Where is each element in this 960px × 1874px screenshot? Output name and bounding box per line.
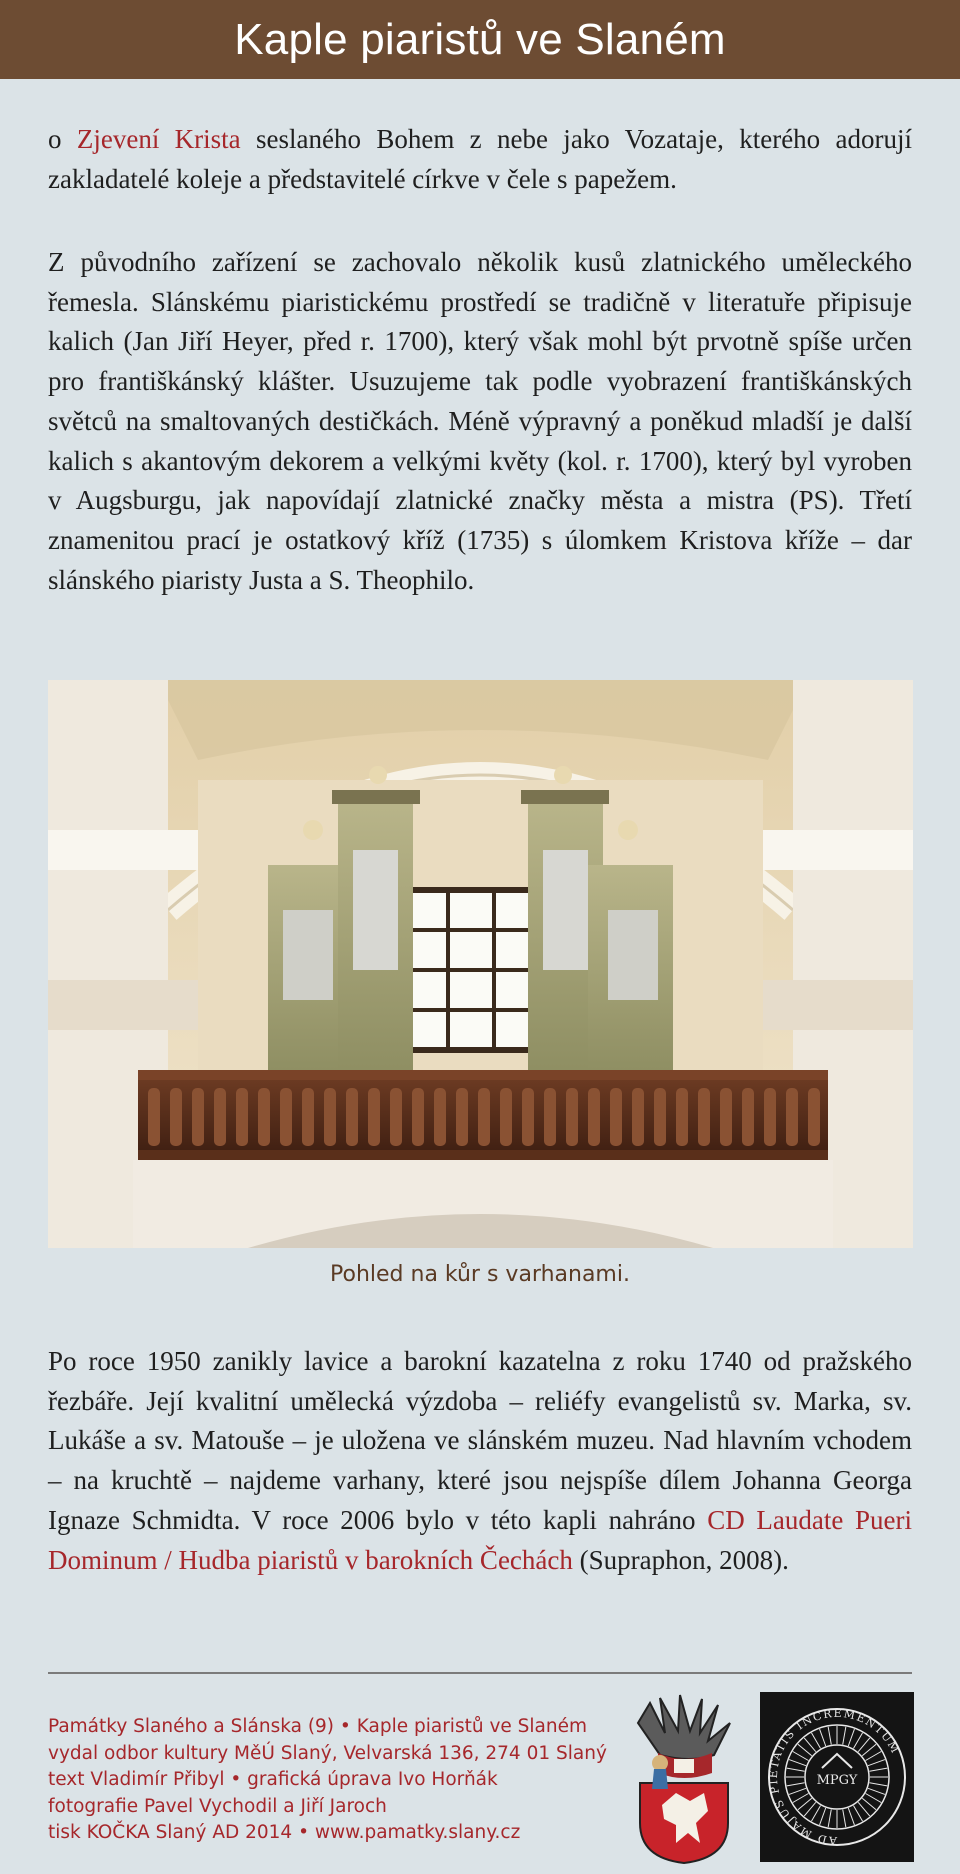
colophon-line: fotografie Pavel Vychodil a Jiří Jaroch bbox=[48, 1795, 387, 1817]
paragraph-3 bbox=[48, 1342, 912, 1580]
colophon-line: Památky Slaného a Slánska (9) • Kaple piaristů ve Slaném bbox=[48, 1716, 588, 1737]
colophon-line: vydal odbor kultury MěÚ Slaný, Velvarská 136, 274 01 Slaný bbox=[48, 1742, 607, 1764]
page-header bbox=[0, 0, 960, 79]
link-zjeveni-krista[interactable]: Zjevení Krista bbox=[76, 124, 241, 154]
paragraph-1-pre: o bbox=[48, 124, 77, 154]
photo-caption: Pohled na kůr s varhanami. bbox=[330, 1262, 630, 1287]
paragraph-3-post: (Supraphon, 2008). bbox=[572, 1544, 789, 1575]
seal-monogram: MPGY bbox=[816, 1773, 858, 1788]
page-title: Kaple piaristů ve Slaném bbox=[234, 14, 726, 64]
organ-loft-photo bbox=[48, 680, 913, 1248]
footer-divider bbox=[48, 1672, 912, 1674]
colophon bbox=[48, 1714, 608, 1847]
colophon-line: text Vladimír Přibyl • grafická úprava Ivo Horňák bbox=[48, 1769, 498, 1790]
slany-coat-of-arms-icon bbox=[630, 1693, 738, 1865]
link-cd-laudate[interactable]: CD Laudate Pueri Dominum / Hudba piaristů v barokních Čechách bbox=[48, 1504, 912, 1575]
colophon-line: tisk KOČKA Slaný AD 2014 • www.pamatky.slany.cz bbox=[48, 1822, 521, 1843]
paragraph-1-post: seslaného Bohem z nebe jako Vozataje, kterého adorují zakladatelé koleje a představitelé církve v čele s papežem. bbox=[48, 124, 912, 194]
piarist-seal-icon bbox=[760, 1692, 914, 1862]
paragraph-1 bbox=[48, 120, 912, 199]
paragraph-2: Z původního zařízení se zachovalo několik kusů zlatnického uměleckého řemesla. Slánskému piaristickému prostředí se tradičně v literatuře připisuje kalich (Jan Jiří Heyer, před r. 1700), který však mohl být prvotně spíše určen pro františkánský klášter. Usuzujeme tak podle vyobrazení františkánských světců na smaltovaných destičkách. Méně výpravný a poněkud mladší je další kalich s akantovým dekorem a velkými květy (kol. r. 1700), který byl vyroben v Augsburgu, jak napovídají zlatnické značky města a mistra (PS). Třetí znamenitou prací je ostatkový kříž (1735) s úlomkem Kristova kříže – dar slánského piaristy Justa a S. Theophilo. bbox=[48, 247, 912, 595]
paragraph-3-pre: Po roce 1950 zanikly lavice a barokní kazatelna z roku 1740 od pražského řezbáře. Její kvalitní umělecká výzdoba – reliéfy evangelistů sv. Marka, sv. Lukáše a sv. Matouše – je uložena ve slánském muzeu. Nad hlavním vchodem – na kruchtě – najdeme varhany, které jsou nejspíše dílem Johanna Georga Ignaze Schmidta. V roce 2006 bylo v této kapli nahráno bbox=[48, 1346, 912, 1535]
seal-ring-text: AD MAJUS PIETATIS INCREMENTUM bbox=[766, 1706, 903, 1848]
